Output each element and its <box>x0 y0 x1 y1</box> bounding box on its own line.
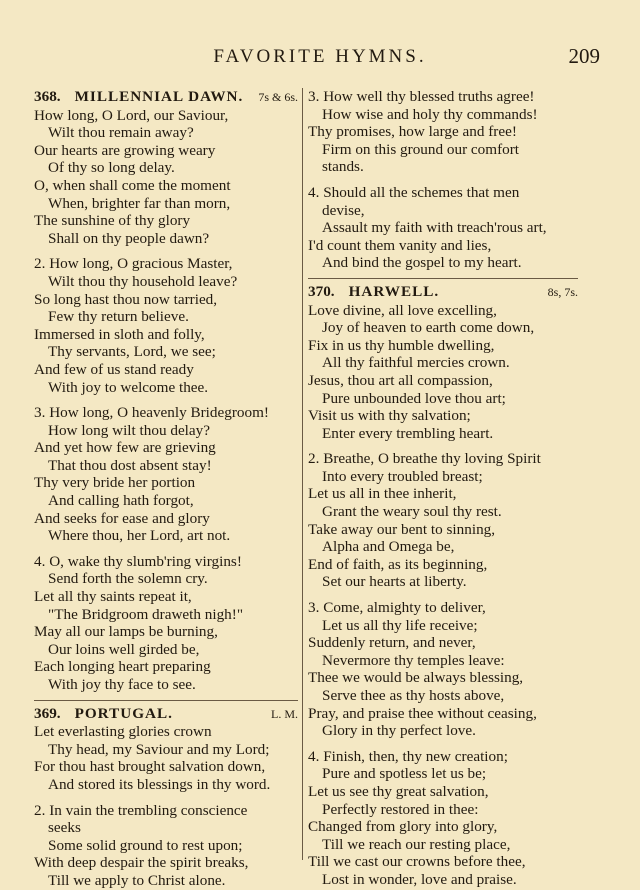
hymn-meter: 8s, 7s. <box>547 284 578 299</box>
column-divider <box>302 88 303 860</box>
verse-line: Wilt thou thy household leave? <box>48 272 238 290</box>
verse-line: 3. How long, O heavenly Bridegroom! <box>34 404 269 422</box>
verse-line: Till we reach our resting place, <box>322 835 511 853</box>
verse-line: Thy very bride her portion <box>34 474 196 492</box>
verse-line: Few thy return believe. <box>48 308 189 326</box>
verse-line: With joy thy face to see. <box>48 676 196 693</box>
verse-line: And bind the gospel to my heart. <box>322 254 522 272</box>
verse-line: Nevermore thy temples leave: <box>322 651 505 669</box>
verse-line: Glory in thy perfect love. <box>322 722 476 740</box>
verse-line: Where thou, her Lord, art not. <box>48 527 231 545</box>
verse-line: "The Bridgroom draweth nigh!" <box>48 605 244 623</box>
verse-line: Pray, and praise thee without ceasing, <box>308 704 537 722</box>
verse-line: 4. O, wake thy slumb'ring virgins! <box>34 552 242 570</box>
hymn-tune-name: HARWELL. <box>348 282 440 300</box>
hymn-tune-name: PORTUGAL. <box>74 704 173 722</box>
stanza-gap <box>34 545 298 553</box>
verse-line: 3. Come, almighty to deliver, <box>308 599 486 617</box>
hymn-meter: 7s & 6s. <box>258 90 298 104</box>
verse-line: stands. <box>322 158 364 176</box>
verse-line: Enter every trembling heart. <box>322 424 494 442</box>
verse-line: And calling hath forgot, <box>48 492 194 510</box>
verse-line: Firm on this ground our comfort <box>322 140 519 158</box>
verse-line: And seeks for ease and glory <box>34 509 210 527</box>
stanza <box>308 302 578 443</box>
hymn-number: 369. <box>34 704 61 722</box>
verse-line: With joy to welcome thee. <box>48 378 209 396</box>
verse-line: Shall on thy people dawn? <box>48 229 210 247</box>
verse-line: How long wilt thou delay? <box>48 421 210 439</box>
verse-line: Our loins well girded be, <box>48 640 200 658</box>
verse-line: Assault my faith with treach'rous art, <box>322 219 547 237</box>
verse-line: Thy servants, Lord, we see; <box>48 343 216 361</box>
right-column <box>308 88 578 889</box>
verse-line: Thy head, my Saviour and my Lord; <box>48 740 270 758</box>
verse-line: Let us all in thee inherit, <box>308 485 457 503</box>
verse-line: Till we apply to Christ alone. <box>48 871 226 889</box>
hymn-header <box>34 88 298 107</box>
stanza <box>34 107 298 248</box>
stanza <box>34 723 298 793</box>
page-header <box>0 0 640 80</box>
stanza-gap <box>308 176 578 184</box>
verse-line: Let us all thy life receive; <box>322 616 478 634</box>
verse-line: May all our lamps be burning, <box>34 623 218 641</box>
running-title: FAVORITE HYMNS. <box>213 46 427 67</box>
verse-line: And stored its blessings in thy word. <box>48 775 271 793</box>
verse-line: Thee we would be always blessing, <box>308 669 524 687</box>
verse-line: How long, O Lord, our Saviour, <box>34 106 229 124</box>
hymn-number: 368. <box>34 88 61 105</box>
verse-line: Send forth the solemn cry. <box>48 570 208 588</box>
verse-line: Set our hearts at liberty. <box>322 573 467 591</box>
verse-line: Grant the weary soul thy rest. <box>322 503 502 521</box>
verse-line: All thy faithful mercies crown. <box>322 354 510 372</box>
verse-line: For thou hast brought salvation down, <box>34 758 266 776</box>
verse-line: Immersed in sloth and folly, <box>34 325 205 343</box>
verse-line: 4. Finish, then, thy new creation; <box>308 747 508 765</box>
verse-line: Let us see thy great salvation, <box>308 782 489 800</box>
verse-line: Let all thy saints repeat it, <box>34 588 192 606</box>
hymn-header <box>308 283 578 302</box>
verse-line: Some solid ground to rest upon; <box>48 836 243 854</box>
stanza <box>308 748 578 889</box>
verse-line: Pure unbounded love thou art; <box>322 389 506 407</box>
verse-line: devise, <box>322 201 365 219</box>
verse-line: 4. Should all the schemes that men <box>308 183 520 201</box>
verse-line: Fix in us thy humble dwelling, <box>308 336 495 354</box>
hymn-body <box>34 723 298 889</box>
verse-line: Into every troubled breast; <box>322 467 483 485</box>
hymn-meter: L. M. <box>271 706 298 721</box>
hymn-tune-name: MILLENNIAL DAWN. <box>74 88 244 105</box>
verse-line: 3. How well thy blessed truths agree! <box>308 88 535 105</box>
verse-line: O, when shall come the moment <box>34 176 231 194</box>
verse-line: And yet how few are grieving <box>34 439 216 457</box>
stanza <box>308 184 578 272</box>
verse-line: Serve thee as thy hosts above, <box>322 687 505 704</box>
verse-line: The sunshine of thy glory <box>34 212 191 230</box>
hymn-separator <box>34 700 298 701</box>
verse-line: Joy of heaven to earth come down, <box>322 319 535 337</box>
verse-line: Suddenly return, and never, <box>308 634 476 652</box>
verse-line: Changed from glory into glory, <box>308 818 498 836</box>
stanza-gap <box>308 591 578 599</box>
verse-line: How wise and holy thy commands! <box>322 105 538 123</box>
stanza-gap <box>308 740 578 748</box>
hymn-body <box>34 107 298 694</box>
verse-line: Of thy so long delay. <box>48 159 175 177</box>
verse-line: Till we cast our crowns before thee, <box>308 853 526 871</box>
stanza <box>308 599 578 740</box>
stanza-gap <box>34 396 298 404</box>
verse-line: Perfectly restored in thee: <box>322 800 479 818</box>
verse-line: 2. How long, O gracious Master, <box>34 255 233 273</box>
verse-line: That thou dost absent stay! <box>48 456 212 474</box>
verse-line: Take away our bent to sinning, <box>308 520 496 538</box>
verse-line: 2. In vain the trembling conscience <box>34 801 248 819</box>
verse-line: Pure and spotless let us be; <box>322 765 487 783</box>
verse-line: Alpha and Omega be, <box>322 538 455 556</box>
hymn-header <box>34 705 298 724</box>
stanza-gap <box>34 247 298 255</box>
verse-line: Love divine, all love excelling, <box>308 301 497 319</box>
verse-line: End of faith, as its beginning, <box>308 555 488 573</box>
verse-line: With deep despair the spirit breaks, <box>34 854 249 872</box>
stanza <box>34 255 298 396</box>
hymn-body <box>308 302 578 889</box>
hymn-separator <box>308 278 578 279</box>
stanza <box>34 802 298 890</box>
verse-line: I'd count them vanity and lies, <box>308 236 492 254</box>
verse-line: Each longing heart preparing <box>34 658 211 676</box>
verse-line: And few of us stand ready <box>34 360 194 378</box>
page-number: 209 <box>568 44 600 68</box>
stanza <box>34 404 298 545</box>
verse-line: Thy promises, how large and free! <box>308 123 517 141</box>
verse-line: Visit us with thy salvation; <box>308 407 471 425</box>
stanza-gap <box>308 442 578 450</box>
hymn-number: 370. <box>308 282 335 300</box>
hymn-body <box>308 88 578 272</box>
verse-line: Let everlasting glories crown <box>34 723 212 741</box>
verse-line: Our hearts are growing weary <box>34 141 216 159</box>
verse-line: So long hast thou now tarried, <box>34 290 218 308</box>
left-column <box>34 88 298 890</box>
verse-line: When, brighter far than morn, <box>48 194 231 212</box>
verse-line: Wilt thou remain away? <box>48 124 194 142</box>
stanza-gap <box>34 794 298 802</box>
verse-line: Lost in wonder, love and praise. <box>322 870 517 888</box>
stanza <box>308 450 578 591</box>
verse-line: seeks <box>48 819 81 837</box>
verse-line: Jesus, thou art all compassion, <box>308 371 493 389</box>
verse-line: 2. Breathe, O breathe thy loving Spirit <box>308 450 541 468</box>
stanza <box>34 553 298 694</box>
stanza <box>308 88 578 176</box>
